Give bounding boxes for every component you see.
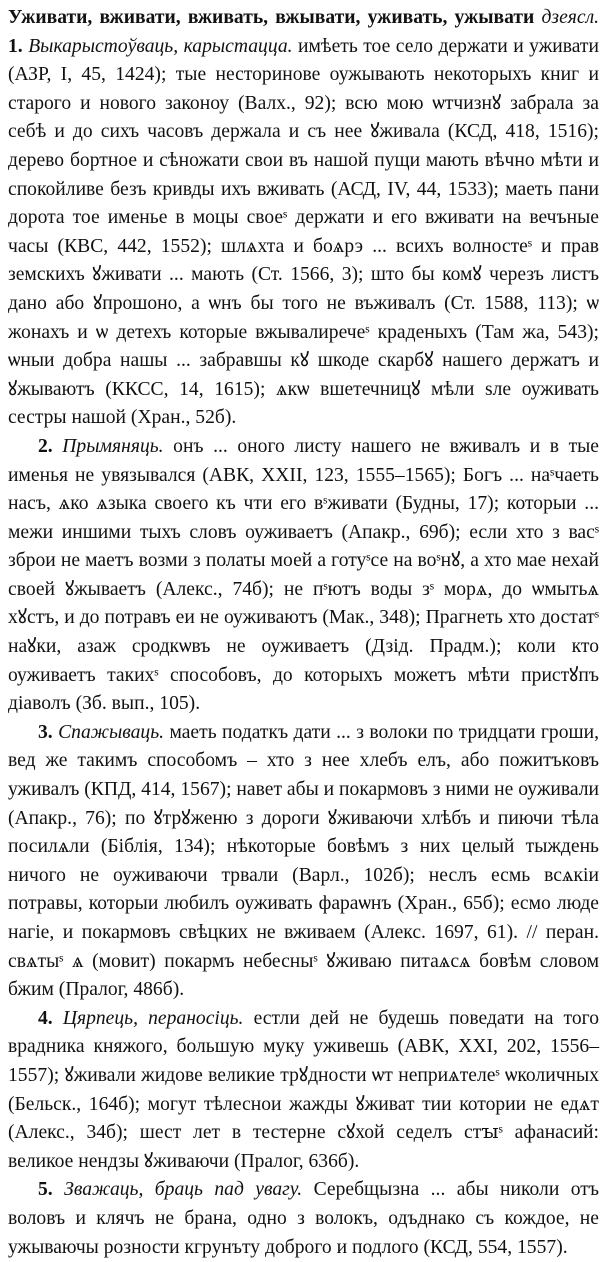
sense-gloss: Цярпець, пераносіць.	[62, 1007, 244, 1029]
dictionary-entry-sense-3	[8, 719, 599, 1005]
sense-gloss: Спажываць.	[58, 721, 165, 743]
sense-number: 4.	[38, 1007, 53, 1029]
headword: Уживати, вживати, вживать, вжывати, уживать, ужывати	[8, 7, 535, 28]
sense-number: 1.	[8, 35, 23, 57]
sense-number: 3.	[38, 721, 53, 743]
dictionary-entry-sense-1	[8, 4, 599, 433]
sense-number: 5.	[38, 1179, 53, 1201]
sense-citations: имѣеть тое село держати и уживати (АЗР, I, 45, 1424); тые несторинове оужывають некоторыхъ книг и старого и нового законоу (Валх., 92); всю мою ѡтчизнꙋ забрала за себѣ и до сихъ часовъ держала и съ нее ꙋживала (КСД, 418, 1516); дерево бортное и сѣножати свои въ нашой пущи мають вѣчно мѣти и спокойливе безъ кривды ихъ вживать (АСД, IV, 44, 1533); маеть пани дорота тое именье в моцы своеˢ держати и его вживати на вечъные часы (КВС, 442, 1552); шлѧхта и боѧрэ ... всихъ волностеˢ и прав земскихъ ꙋживати ... мають (Ст. 1566, 3); што бы комꙋ черезъ листъ дано або ꙋпрошоно, а ѡнъ бы того не въживалъ (Ст. 1588, 113); ѡ жонахъ и ѡ детехъ которые вжывалиречеˢ краденыхъ (Там жа, 543); ѡныи добра нашы ... забравшы кꙋ шкоде скарбꙋ нашего держатъ и ꙋжываютъ (ККСС, 14, 1615); ѧкѡ вшетечницꙋ мѣли ѕле оуживать сестры нашой (Хран., 52б).	[8, 35, 599, 429]
sense-citations: маеть податкъ дати ... з волоки по тридцати гроши, вед же такимъ способомъ – хто з нее хлебъ елъ, або пожитъковъ уживалъ (КПД, 414, 1567); навет абы и покармовъ з ними не оуживали (Апакр., 76); по ꙋтрꙋженю з дороги ꙋживаючи хлѣбъ и пиючи тѣла посилѧли (Біблія, 134); нѣкоторые бовѣмъ з них целый тыждень ничого не оуживаючи трвали (Варл., 102б); неслъ есмь всѧкіи потравы, которыи любилъ оуживать фараѡнъ (Хран., 65б); есмо люде нагіе, и покармовъ свѣцких не вживаем (Алекс. 1697, 61). // перан. свѧтыˢ ѧ (мовит) покармъ небесныˢ ꙋживаю питаѧсѧ бовѣм словом бжим (Пралог, 486б).	[8, 721, 599, 1001]
sense-citations: Серебщызна ... абы николи отъ воловъ и клячъ не брана, одно з волокъ, одъднако съ кождое, не ужываючы розности кгрунъту доброго и подлого (КСД, 554, 1557).	[8, 1179, 599, 1258]
sense-citations: естли дей не будешь поведати на того врадника княжого, большую муку уживешь (АВК, XXI, 202, 1556–1557); ꙋживали жидове великие трꙋдности ѡт неприѧтелеˢ ѡколичных (Бельск., 164б); могут тѣлеснои жажды ꙋживат тии котории не едѧт (Алекс., 34б); шест лет в тестерне сꙋхой седелъ стꙑˢ афанасий: великое нендзы ꙋживаючи (Пралог, 636б).	[8, 1007, 599, 1172]
dictionary-entry-sense-4	[8, 1005, 599, 1177]
sense-gloss: Зважаць, браць пад увагу.	[64, 1179, 303, 1201]
dictionary-entry-sense-2	[8, 433, 599, 719]
dictionary-entry-sense-5	[8, 1176, 599, 1262]
sense-citations: онъ ... оного листу нашего не вживалъ и в тые именья не увязывался (АВК, XXII, 123, 1555–1565); Богъ ... наˢчаеть насъ, ѧко ѧзыка своего къ чти его вˢживати (Будны, 17); которыи ... межи иншими тыхъ словъ оуживаетъ (Апакр., 69б); если хто з васˢ зброи не маетъ возми з полаты моей а готуˢсе на воˢнꙋ, а хто мае нехай своей ꙋжываетъ (Алекс., 74б); не пˢютъ воды зˢ морѧ, до ѡмытьѧ хꙋстъ, и до потравъ еи не оуживаютъ (Мак., 348); Прагнеть хто достатˢ наꙋки, азаж сродкѡвъ не оуживаетъ (Дзід. Прадм.); коли кто оуживаетъ такихˢ способовъ, до которыхъ можетъ мѣти пристꙋпъ діаволъ (Зб. вып., 105).	[8, 435, 599, 715]
sense-gloss: Прымяняць.	[62, 435, 164, 457]
sense-number: 2.	[38, 435, 53, 457]
grammar-label: дзеясл.	[541, 7, 600, 28]
sense-gloss: Выкарыстоўваць, карыстацца.	[28, 35, 293, 57]
